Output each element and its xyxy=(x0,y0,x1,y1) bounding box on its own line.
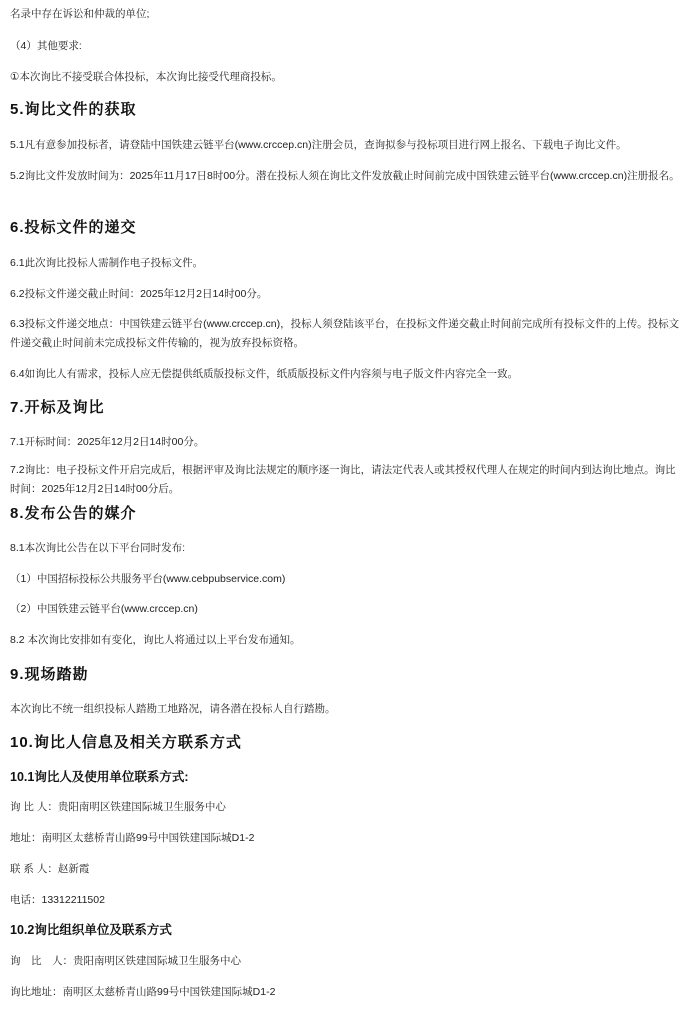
text-line-blacklist: 名录中存在诉讼和仲裁的单位; xyxy=(10,8,150,20)
section-9-heading: 9.现场踏勘 xyxy=(10,666,89,683)
section-6-2-text: 6.2投标文件递交截止时间：2025年12月2日14时00分。 xyxy=(10,288,268,300)
section-10-heading: 10.询比人信息及相关方联系方式 xyxy=(10,734,242,751)
section-6-3-text: 6.3投标文件递交地点：中国铁建云链平台(www.crccep.cn)，投标人须登陆该平台，在投标文件递交截止时间前完成所有投标文件的上传。投标文件递交截止时间前未完成投标文件传输的，视为放弃投标资格。 xyxy=(10,318,680,349)
section-7-heading: 7.开标及询比 xyxy=(10,399,105,416)
inquirer-name: 询 比 人：贵阳南明区铁建国际城卫生服务中心 xyxy=(10,801,226,813)
section-6-1-text: 6.1此次询比投标人需制作电子投标文件。 xyxy=(10,257,204,269)
section-8-platform-2: （2）中国铁建云链平台(www.crccep.cn) xyxy=(10,603,198,615)
section-9-text: 本次询比不统一组织投标人踏勘工地路况，请各潜在投标人自行踏勘。 xyxy=(10,703,336,715)
section-7-1-text: 7.1开标时间：2025年12月2日14时00分。 xyxy=(10,436,205,448)
section-6-heading: 6.投标文件的递交 xyxy=(10,219,137,236)
inquirer-phone: 电话：13312211502 xyxy=(10,894,105,906)
section-10-2-heading: 10.2询比组织单位及联系方式 xyxy=(10,923,172,937)
section-10-1-heading: 10.1询比人及使用单位联系方式: xyxy=(10,770,189,784)
section-8-platform-1: （1）中国招标投标公共服务平台(www.cebpubservice.com) xyxy=(10,573,286,585)
section-5-heading: 5.询比文件的获取 xyxy=(10,101,137,118)
organizer-address: 询比地址：南明区太慈桥青山路99号中国铁建国际城D1-2 xyxy=(10,986,276,998)
section-6-4-text: 6.4如询比人有需求，投标人应无偿提供纸质版投标文件，纸质版投标文件内容须与电子版文件内容完全一致。 xyxy=(10,368,519,380)
section-8-2-text: 8.2 本次询比安排如有变化，询比人将通过以上平台发布通知。 xyxy=(10,634,301,646)
section-5-1-text: 5.1凡有意参加投标者，请登陆中国铁建云链平台(www.crccep.cn)注册会员，查询拟参与投标项目进行网上报名、下载电子询比文件。 xyxy=(10,139,627,151)
inquirer-contact: 联 系 人：赵新霞 xyxy=(10,863,90,875)
section-8-1-text: 8.1本次询比公告在以下平台同时发布: xyxy=(10,542,186,554)
organizer-name: 询 比 人：贵阳南明区铁建国际城卫生服务中心 xyxy=(10,955,241,967)
other-requirements-label: （4）其他要求: xyxy=(10,40,82,52)
section-7-2-text: 7.2询比：电子投标文件开启完成后，根据评审及询比法规定的顺序逐一询比，请法定代表人或其授权代理人在规定的时间内到达询比地点。询比时间：2025年12月2日14时00分后。 xyxy=(10,464,676,495)
other-requirements-item-1: ①本次询比不接受联合体投标，本次询比接受代理商投标。 xyxy=(10,71,282,83)
inquirer-address: 地址：南明区太慈桥青山路99号中国铁建国际城D1-2 xyxy=(10,832,255,844)
section-8-heading: 8.发布公告的媒介 xyxy=(10,505,137,522)
section-5-2-text: 5.2询比文件发放时间为：2025年11月17日8时00分。潜在投标人须在询比文件发放截止时间前完成中国铁建云链平台(www.crccep.cn)注册报名。 xyxy=(10,170,680,182)
